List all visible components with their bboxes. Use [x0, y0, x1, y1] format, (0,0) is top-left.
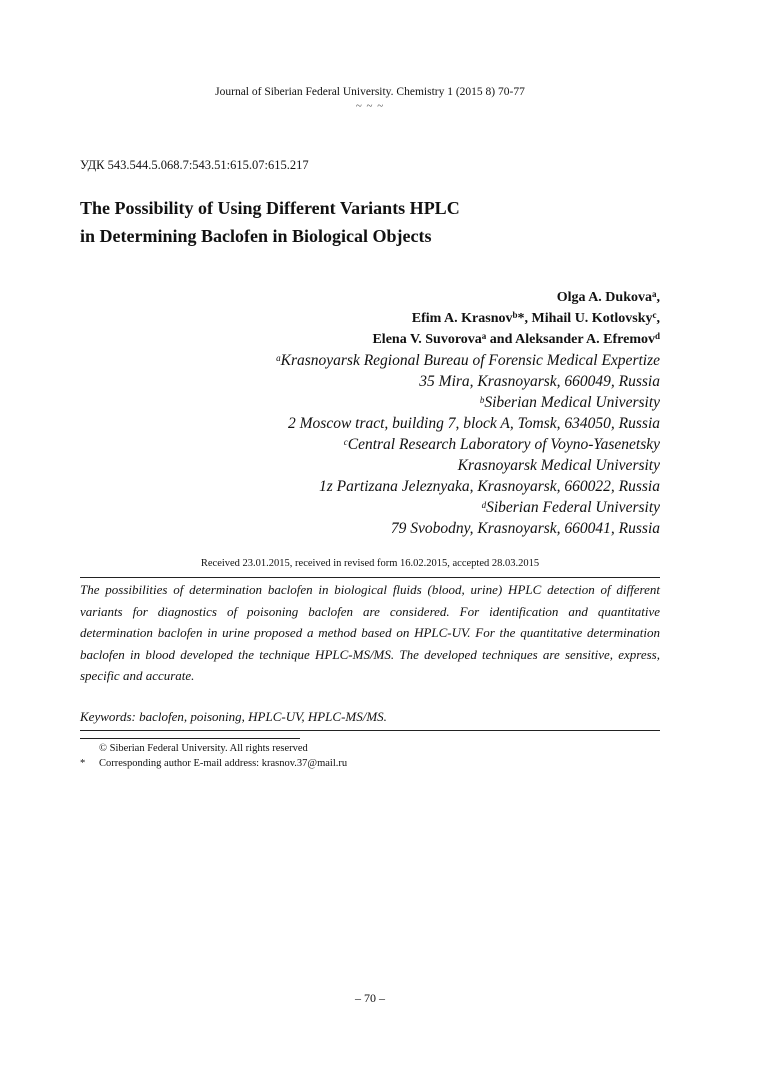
affiliation-sup: b [479, 395, 485, 405]
affiliation-c-name-2: Krasnoyarsk Medical University [457, 457, 660, 474]
footnote-rule [80, 738, 300, 739]
udc-code: УДК 543.544.5.068.7:543.51:615.07:615.217 [80, 158, 309, 172]
affiliation-sup: a [276, 353, 281, 363]
author-punct: , [656, 290, 660, 305]
affiliation-name: Central Research Laboratory of Voyno-Yasenetsky [347, 436, 660, 453]
abstract-bottom-rule [80, 730, 660, 731]
author-punct: , [524, 311, 532, 326]
affiliation-b-address: 2 Moscow tract, building 7, block A, Tomsk, 634050, Russia [288, 415, 660, 432]
page-number: – 70 – [355, 991, 385, 1005]
affiliation-name: Siberian Federal University [486, 499, 660, 516]
journal-header: Journal of Siberian Federal University. Chemistry 1 (2015 8) 70-77 [215, 86, 525, 98]
author-name: Elena V. Suvorova [372, 332, 482, 347]
author-conjunction: and [486, 332, 516, 347]
abstract-top-rule [80, 577, 660, 578]
affiliation-a-name [276, 350, 660, 371]
affiliation-d-name [276, 497, 660, 518]
title-line-2: in Determining Baclofen in Biological Objects [80, 226, 432, 246]
affiliation-c-name [276, 434, 660, 455]
affiliation-a-address: 35 Mira, Krasnoyarsk, 660049, Russia [419, 373, 660, 390]
affiliation-b-name [276, 392, 660, 413]
corresponding-text: Corresponding author E-mail address: krasnov.37@mail.ru [99, 758, 348, 769]
abstract-text: The possibilities of determination baclofen in biological fluids (blood, urine) HPLC detection of different variants for diagnostics of poisoning baclofen are considered. For identification and quantitative determination baclofen in urine proposed a method based on HPLC-UV. For the quantitative determination baclofen in blood developed the technique HPLC-MS/MS. The developed techniques are sensitive, express, specific and accurate. [80, 582, 660, 683]
footnotes [80, 741, 347, 771]
author-punct: , [656, 311, 660, 326]
keywords: Keywords: baclofen, poisoning, HPLC-UV, HPLC-MS/MS. [80, 709, 387, 724]
copyright-text: © Siberian Federal University. All rights reserved [99, 743, 308, 754]
author-name: Mihail U. Kotlovsky [531, 311, 653, 326]
copyright-footnote [80, 741, 347, 756]
affiliation-sup: d [481, 500, 487, 510]
footnote-mark: * [80, 758, 86, 769]
author-name: Efim A. Krasnov [411, 311, 513, 326]
author-sup: a [652, 289, 657, 299]
received-dates: Received 23.01.2015, received in revised form 16.02.2015, accepted 28.03.2015 [200, 558, 540, 569]
author-sup: b [512, 310, 518, 320]
corresponding-footnote [80, 756, 347, 771]
header-ornament: ~ ~ ~ [355, 100, 385, 112]
corresponding-mark: * [517, 311, 525, 326]
footnote-mark [80, 741, 99, 756]
affiliation-c-address: 1z Partizana Jeleznyaka, Krasnoyarsk, 660022, Russia [319, 478, 660, 495]
author-sup: a [481, 331, 487, 341]
affiliation-sup: c [343, 437, 348, 447]
author-name: Olga A. Dukova [556, 290, 652, 305]
author-sup: c [652, 310, 657, 320]
author-name: Aleksander A. Efremov [515, 332, 655, 347]
affiliation-d-address: 79 Svobodny, Krasnoyarsk, 660041, Russia [390, 520, 660, 537]
author-line-3 [276, 329, 660, 350]
author-line-2 [276, 308, 660, 329]
paper-title [80, 194, 680, 250]
authors-block [276, 287, 660, 539]
author-line-1 [276, 287, 660, 308]
affiliation-name: Krasnoyarsk Regional Bureau of Forensic Medical Expertize [280, 352, 660, 369]
author-sup: d [654, 331, 660, 341]
title-line-1: The Possibility of Using Different Variants HPLC [80, 198, 460, 218]
affiliation-name: Siberian Medical University [484, 394, 660, 411]
